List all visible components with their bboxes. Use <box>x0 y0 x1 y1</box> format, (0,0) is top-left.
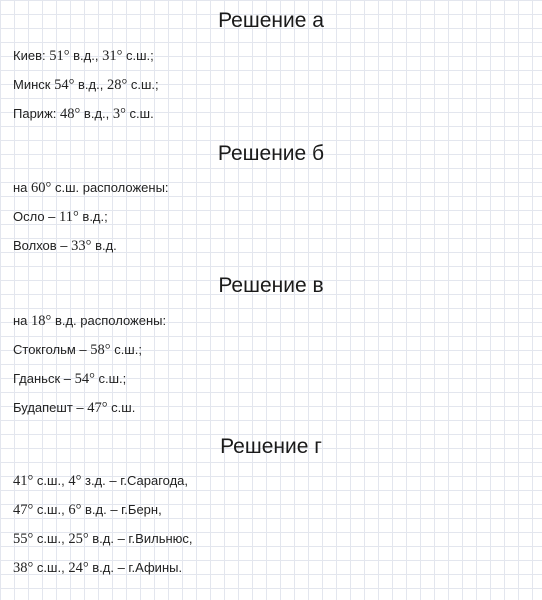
heading-solution-a: Решение а <box>218 9 324 32</box>
solution-g-line-vilnius: 55° с.ш., 25° в.д. – г.Вильнюс, <box>13 531 193 547</box>
solution-a-line-kiev: Киев: 51° в.д., 31° с.ш.; <box>13 48 154 64</box>
heading-solution-v: Решение в <box>218 274 324 297</box>
solution-g-line-athens: 38° с.ш., 24° в.д. – г.Афины. <box>13 560 183 576</box>
solution-b-line-intro: на 60° с.ш. расположены: <box>13 180 169 196</box>
solution-a-line-paris: Париж: 48° в.д., 3° с.ш. <box>13 106 154 122</box>
solution-a-line-minsk: Минск 54° в.д., 28° с.ш.; <box>13 77 159 93</box>
solution-b-line-oslo: Осло – 11° в.д.; <box>13 209 108 225</box>
solution-g-line-saragoda: 41° с.ш., 4° з.д. – г.Сарагода, <box>13 473 189 489</box>
heading-solution-g: Решение г <box>220 435 322 458</box>
solution-v-line-stockholm: Стокгольм – 58° с.ш.; <box>13 342 142 358</box>
heading-solution-b: Решение б <box>217 142 325 165</box>
solution-v-line-intro: на 18° в.д. расположены: <box>13 313 167 329</box>
solution-v-line-gdansk: Гданьск – 54° с.ш.; <box>13 371 127 387</box>
solution-v-line-budapest: Будапешт – 47° с.ш. <box>13 400 136 416</box>
solution-b-line-volkhov: Волхов – 33° в.д. <box>13 238 117 254</box>
solution-g-line-bern: 47° с.ш., 6° в.д. – г.Берн, <box>13 502 162 518</box>
